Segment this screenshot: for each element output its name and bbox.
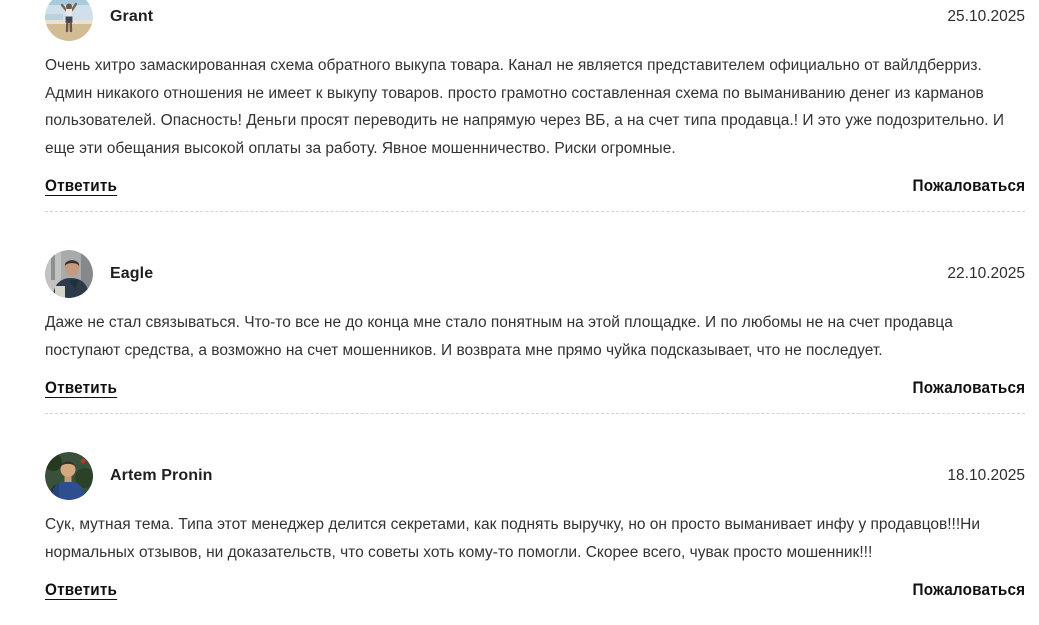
report-link[interactable]: Пожаловаться xyxy=(912,580,1025,599)
user-avatar xyxy=(45,452,93,500)
comment-divider xyxy=(45,211,1025,212)
comment-date: 22.10.2025 xyxy=(947,265,1025,282)
comment-item xyxy=(45,452,1025,600)
portrait-photo-avatar xyxy=(45,250,93,298)
comment-text: Очень хитро замаскированная схема обратного выкупа товара. Канал не является представителем официально от вайлдберриз. Админ никакого отношения не имеет к выкупу товаров. просто грамотно составленная схема по выманиванию денег из карманов пользователей. Опасность! Деньги просят переводить не напрямую через ВБ, а на счет типа продавца.! И это уже подозрительно. И еще эти обещания высокой оплаты за работу. Явное мошенничество. Риски огромные. xyxy=(45,57,1005,157)
comment-author: Artem Pronin xyxy=(110,467,213,484)
report-link[interactable]: Пожаловаться xyxy=(912,176,1025,195)
comment-date: 25.10.2025 xyxy=(947,8,1025,25)
reply-link[interactable]: Ответить xyxy=(45,580,118,599)
user-avatar xyxy=(45,250,93,298)
report-link[interactable]: Пожаловаться xyxy=(912,378,1025,397)
outdoor-portrait-photo-avatar xyxy=(45,452,93,500)
comment-item xyxy=(45,250,1025,414)
comment-item xyxy=(45,0,1025,212)
comment-divider xyxy=(45,413,1025,414)
comment-text: Сук, мутная тема. Типа этот менеджер делится секретами, как поднять выручку, но он просто выманивает инфу у продавцов!!!Ни нормальных отзывов, ни доказательств, что советы хоть кому-то помогли. Скорее всего, чувак просто мошенник!!! xyxy=(45,516,981,561)
comment-text: Даже не стал связываться. Что-то все не до конца мне стало понятным на этой площадке. И по любомы не на счет продавца поступают средства, а возможно на счет мошенников. И возврата мне прямо чуйка подсказывает, что не последует. xyxy=(45,314,953,359)
reply-link[interactable]: Ответить xyxy=(45,378,118,397)
reply-link[interactable]: Ответить xyxy=(45,176,118,195)
comment-date: 18.10.2025 xyxy=(947,467,1025,484)
comment-author: Grant xyxy=(110,8,154,25)
comment-author: Eagle xyxy=(110,265,154,282)
beach-photo-avatar xyxy=(45,0,93,41)
user-avatar xyxy=(45,0,93,41)
